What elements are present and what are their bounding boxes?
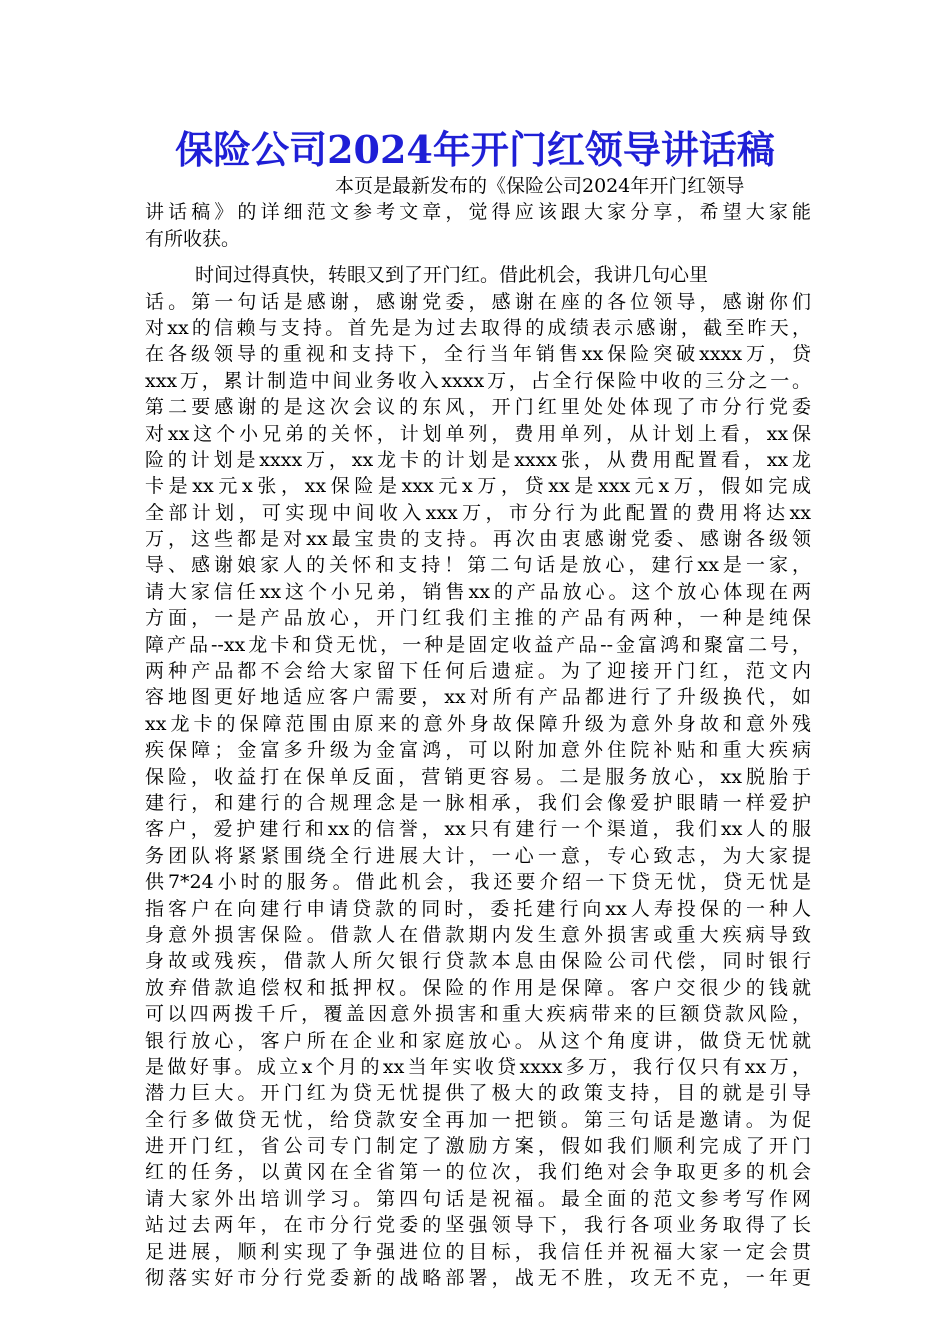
body-line: 话。第一句话是感谢，感谢党委，感谢在座的各位领导，感谢你们 xyxy=(145,290,811,313)
body-line: 彻落实好市分行党委新的战略部署，战无不胜，攻无不克，一年更 xyxy=(145,1267,811,1290)
body-line: 容地图更好地适应客户需要，xx对所有产品都进行了升级换代，如 xyxy=(145,686,811,709)
body-line: 放弃借款追偿权和抵押权。保险的作用是保障。客户交很少的钱就 xyxy=(145,976,811,999)
body-line: 身意外损害保险。借款人在借款期内发生意外损害或重大疾病导致 xyxy=(145,923,811,946)
body-line: 足进展，顺利实现了争强进位的目标，我信任并祝福大家一定会贯 xyxy=(145,1240,811,1263)
body-line: 第二要感谢的是这次会议的东风，开门红里处处体现了市分行党委 xyxy=(145,396,811,419)
body-line: 在各级领导的重视和支持下，全行当年销售xx保险突破xxxx万，贷 xyxy=(145,343,811,366)
body-line: 银行放心，客户所在企业和家庭放心。从这个角度讲，做贷无忧就 xyxy=(145,1029,811,1052)
body-line: 客户，爱护建行和xx的信誉，xx只有建行一个渠道，我们xx人的服 xyxy=(145,818,811,841)
body-line: 站过去两年，在市分行党委的坚强领导下，我行各项业务取得了长 xyxy=(145,1214,811,1237)
body-line: 务团队将紧紧围绕全行进展大计，一心一意，专心致志，为大家提 xyxy=(145,844,811,867)
intro-line: 有所收获。 xyxy=(145,227,241,250)
body-line: 指客户在向建行申请贷款的同时，委托建行向xx人寿投保的一种人 xyxy=(145,897,811,920)
body-line: 可以四两拨千斤，覆盖因意外损害和重大疾病带来的巨额贷款风险， xyxy=(145,1003,811,1026)
body-line: 两种产品都不会给大家留下任何后遗症。为了迎接开门红，范文内 xyxy=(145,660,811,683)
body-line: 身故或残疾，借款人所欠银行贷款本息由保险公司代偿，同时银行 xyxy=(145,950,811,973)
body-line: 进开门红，省公司专门制定了激励方案，假如我们顺利完成了开门 xyxy=(145,1135,811,1158)
body-line: 建行，和建行的合规理念是一脉相承，我们会像爱护眼睛一样爱护 xyxy=(145,791,811,814)
body-line: 供7*24小时的服务。借此机会，我还要介绍一下贷无忧，贷无忧是 xyxy=(145,871,811,894)
body-line: 是做好事。成立x个月的xx当年实收贷xxxx多万，我行仅只有xx万， xyxy=(145,1055,811,1078)
body-line: xx龙卡的保障范围由原来的意外身故保障升级为意外身故和意外残 xyxy=(145,712,811,735)
document-body xyxy=(145,173,811,1291)
body-line: 方面，一是产品放心，开门红我们主推的产品有两种，一种是纯保 xyxy=(145,607,811,630)
body-line: 红的任务，以黄冈在全省第一的位次，我们绝对会争取更多的机会 xyxy=(145,1161,811,1184)
body-line: 疾保障；金富多升级为金富鸿，可以附加意外住院补贴和重大疾病 xyxy=(145,739,811,762)
body-line: 潜力巨大。开门红为贷无忧提供了极大的政策支持，目的就是引导 xyxy=(145,1082,811,1105)
body-line: 时间过得真快，转眼又到了开门红。借此机会，我讲几句心里 xyxy=(195,264,709,287)
speech-paragraph xyxy=(145,262,811,1291)
intro-paragraph xyxy=(145,173,811,252)
paragraph-spacer xyxy=(145,252,811,262)
body-line: 导、感谢娘家人的关怀和支持！第二句话是放心，建行xx是一家， xyxy=(145,554,811,577)
body-line: 请大家信任xx这个小兄弟，销售xx的产品放心。这个放心体现在两 xyxy=(145,580,811,603)
body-line: 全部计划，可实现中间收入xxx万，市分行为此配置的费用将达xx xyxy=(145,501,811,524)
intro-line: 本页是最新发布的《保险公司2024年开门红领导 xyxy=(335,175,745,197)
body-line: xxx万，累计制造中间业务收入xxxx万，占全行保险中收的三分之一。 xyxy=(145,369,811,392)
body-line: 保险，收益打在保单反面，营销更容易。二是服务放心，xx脱胎于 xyxy=(145,765,811,788)
body-line: 险的计划是xxxx万，xx龙卡的计划是xxxx张，从费用配置看，xx龙 xyxy=(145,448,811,471)
body-line: 障产品--xx龙卡和贷无忧，一种是固定收益产品--金富鸿和聚富二号， xyxy=(145,633,811,656)
body-line: 对xx这个小兄弟的关怀，计划单列，费用单列，从计划上看，xx保 xyxy=(145,422,811,445)
document-title: 保险公司2024年开门红领导讲话稿 xyxy=(175,127,775,172)
intro-line: 讲话稿》的详细范文参考文章，觉得应该跟大家分享，希望大家能 xyxy=(145,201,811,224)
body-line: 对xx的信赖与支持。首先是为过去取得的成绩表示感谢，截至昨天， xyxy=(145,316,811,339)
body-line: 请大家外出培训学习。第四句话是祝福。最全面的范文参考写作网 xyxy=(145,1187,811,1210)
body-line: 卡是xx元x张，xx保险是xxx元x万，贷xx是xxx元x万，假如完成 xyxy=(145,475,811,498)
body-line: 万，这些都是对xx最宝贵的支持。再次由衷感谢党委、感谢各级领 xyxy=(145,528,811,551)
body-line: 全行多做贷无忧，给贷款安全再加一把锁。第三句话是邀请。为促 xyxy=(145,1108,811,1131)
